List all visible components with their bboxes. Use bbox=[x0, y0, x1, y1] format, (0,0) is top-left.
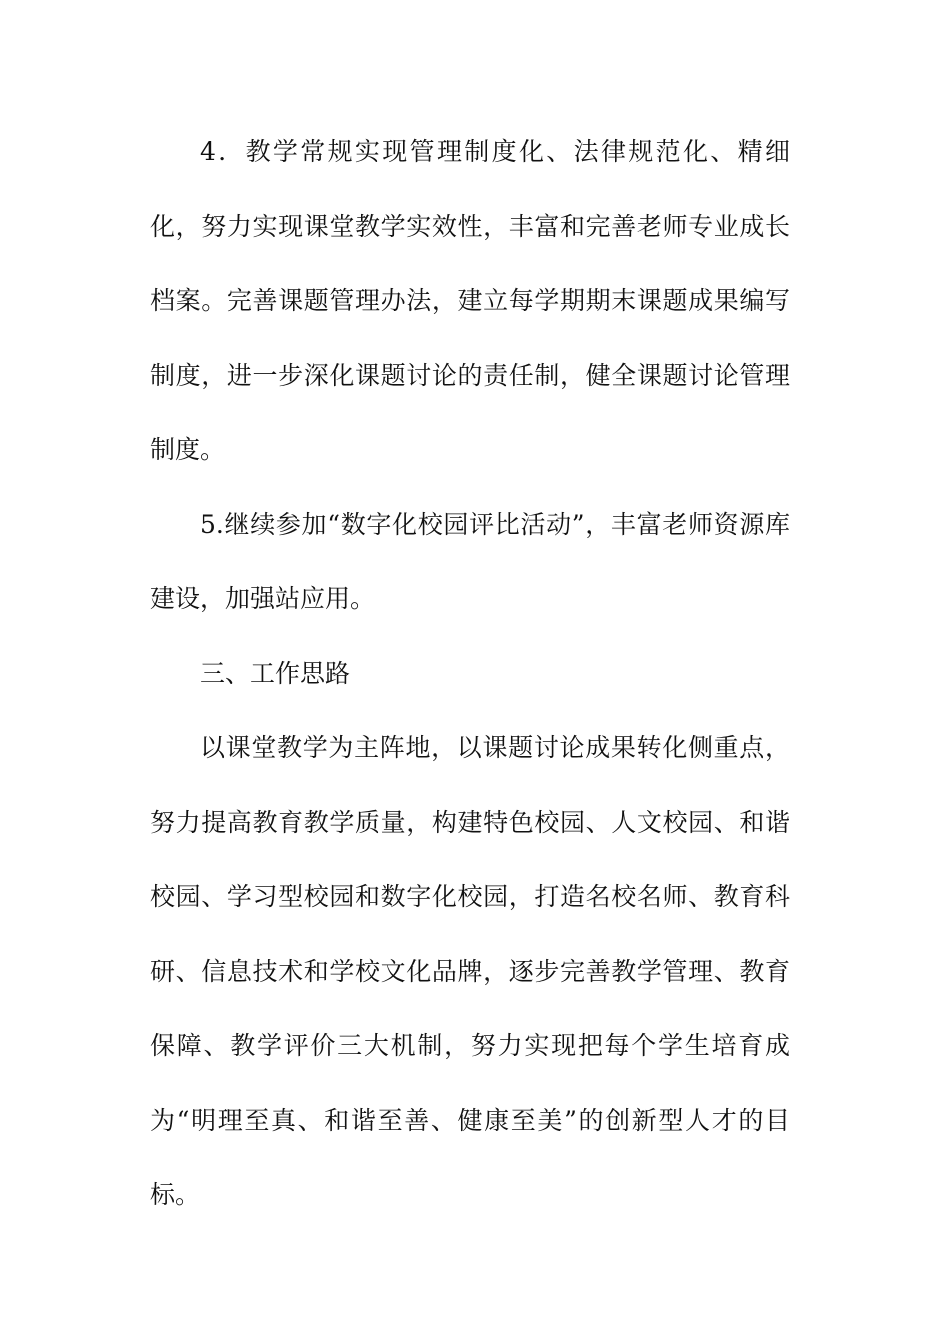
section-heading: 三、工作思路 bbox=[200, 658, 351, 688]
section-paragraph: 以课堂教学为主阵地，以课题讨论成果转化侧重点，努力提高教育教学质量，构建特色校园、人文校园、和谐校园、学习型校园和数字化校园，打造名校名师、教育科研、信息技术和学校文化品牌，逐步完善教学管理、教育保障、教学评价三大机制，努力实现把每个学生培育成为“明理至真、和谐至善、健康至美”的创新型人才的目标。 bbox=[150, 733, 790, 1209]
document-page bbox=[150, 115, 790, 1233]
paragraph-item-5: 5.继续参加“数字化校园评比活动”，丰富老师资源库建设，加强站应用。 bbox=[150, 509, 790, 613]
paragraph-item-4: 4．教学常规实现管理制度化、法律规范化、精细化，努力实现课堂教学实效性，丰富和完善老师专业成长档案。完善课题管理办法，建立每学期期末课题成果编写制度，进一步深化课题讨论的责任制，健全课题讨论管理制度。 bbox=[150, 137, 790, 464]
